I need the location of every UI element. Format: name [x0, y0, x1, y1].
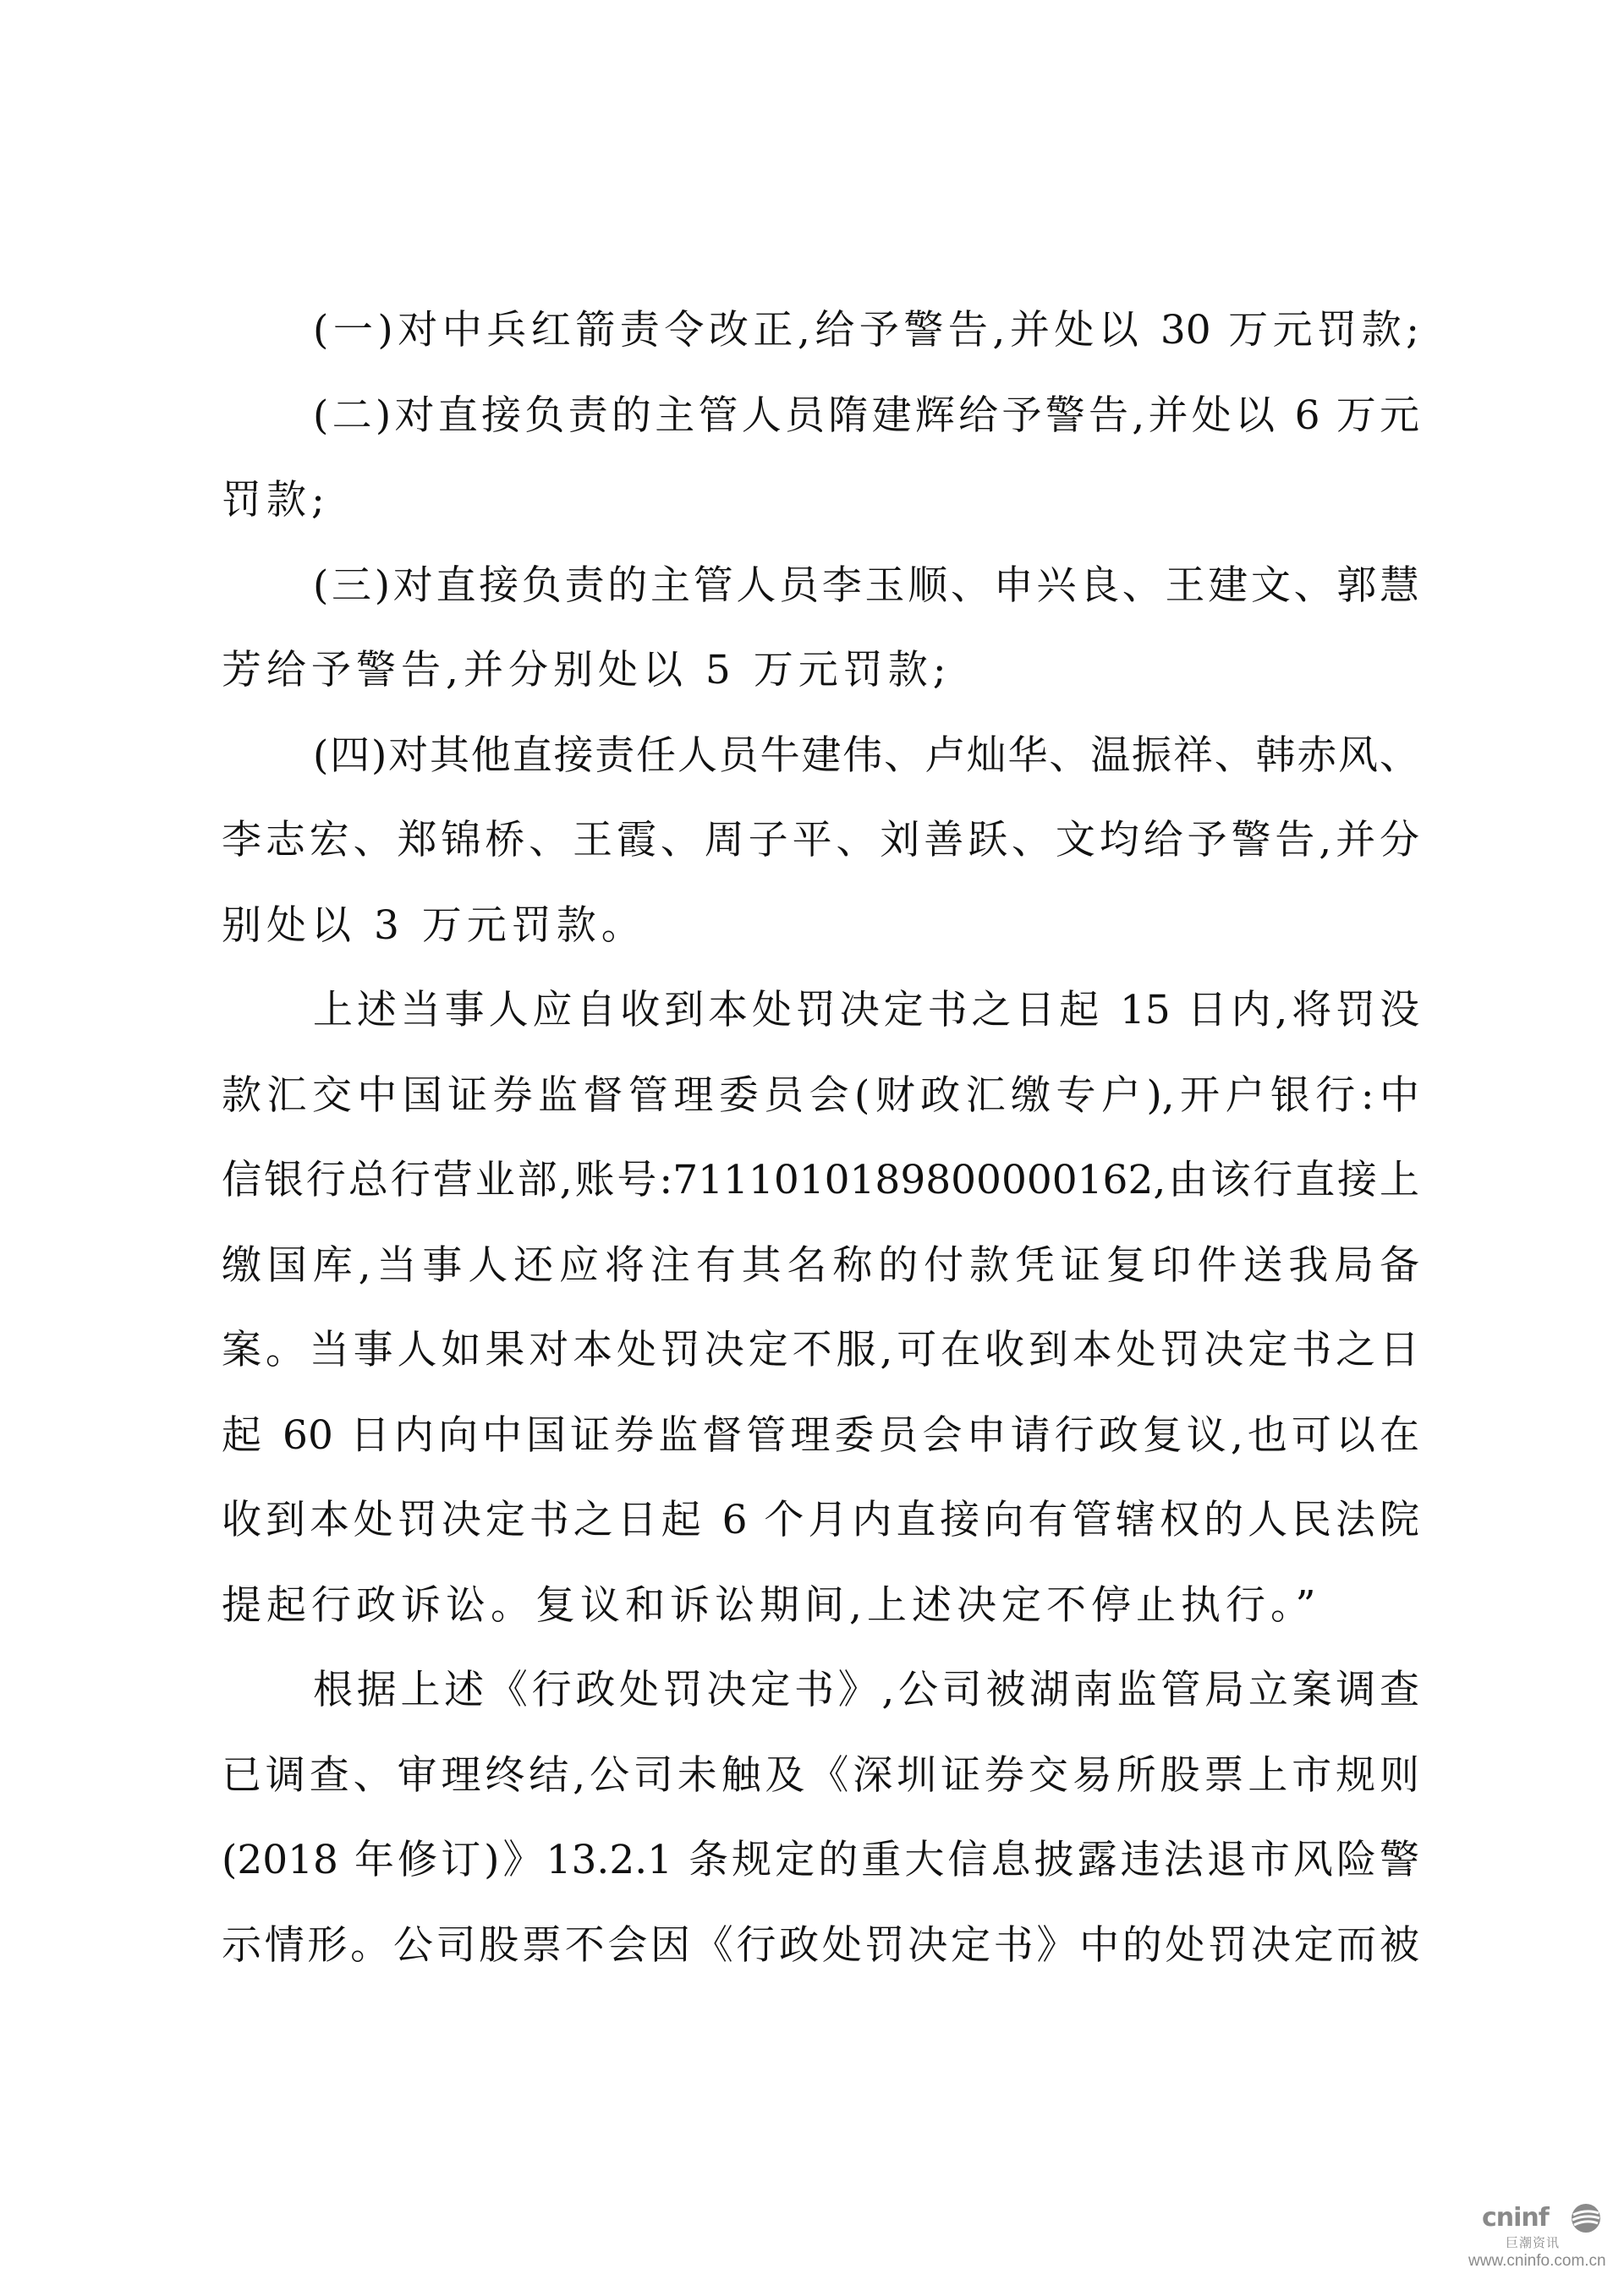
- conclusion-line-3: (2018 年修订)》13.2.1 条规定的重大信息披露违法退市风险警: [222, 1837, 1419, 1883]
- watermark-brand-text: cninf: [1482, 2203, 1549, 2233]
- penalty-4-line-3: 别处以 3 万元罚款。: [222, 901, 646, 949]
- penalty-3-line-2: 芳给予警告,并分别处以 5 万元罚款;: [222, 647, 952, 693]
- watermark-url: www.cninfo.com.cn: [1468, 2252, 1606, 2270]
- penalty-3-line-1: (三)对直接负责的主管人员李玉顺、申兴良、王建文、郭慧: [313, 562, 1419, 609]
- payment-line-4: 缴国库,当事人还应将注有其名称的付款凭证复印件送我局备: [222, 1241, 1419, 1289]
- conclusion-line-2: 已调查、审理终结,公司未触及《深圳证券交易所股票上市规则: [222, 1751, 1419, 1799]
- payment-line-3-account-number: 信银行总行营业部,账号:7111010189800000162,由该行直接上: [222, 1157, 1419, 1203]
- payment-line-1: 上述当事人应自收到本处罚决定书之日起 15 日内,将罚没: [313, 987, 1419, 1033]
- payment-line-5: 案。当事人如果对本处罚决定不服,可在收到本处罚决定书之日: [222, 1327, 1419, 1373]
- penalty-2-line-1: (二)对直接负责的主管人员隋建辉给予警告,并处以 6 万元: [313, 392, 1419, 439]
- watermark-brand-cn: 巨潮资讯: [1506, 2235, 1561, 2250]
- payment-line-8: 提起行政诉讼。复议和诉讼期间,上述决定不停止执行。”: [222, 1581, 1321, 1629]
- payment-line-7: 收到本处罚决定书之日起 6 个月内直接向有管辖权的人民法院: [222, 1497, 1419, 1543]
- penalty-2-line-2: 罚款;: [222, 477, 330, 523]
- penalty-4-line-2: 李志宏、郑锦桥、王霞、周子平、刘善跃、文均给予警告,并分: [222, 817, 1419, 863]
- payment-line-6: 起 60 日内向中国证券监督管理委员会申请行政复议,也可以在: [222, 1411, 1419, 1459]
- cninfo-logo-icon: [1570, 2202, 1602, 2234]
- document-body: [222, 288, 1419, 1988]
- penalty-4-line-1: (四)对其他直接责任人员牛建伟、卢灿华、温振祥、韩赤风、: [313, 732, 1419, 779]
- payment-line-2: 款汇交中国证券监督管理委员会(财政汇缴专户),开户银行:中: [222, 1071, 1419, 1119]
- cninfo-watermark: [1463, 2199, 1620, 2275]
- conclusion-line-4: 示情形。公司股票不会因《行政处罚决定书》中的处罚决定而被: [222, 1921, 1419, 1969]
- conclusion-line-1: 根据上述《行政处罚决定书》,公司被湖南监管局立案调查: [313, 1667, 1419, 1713]
- penalty-1-line-1: (一)对中兵红箭责令改正,给予警告,并处以 30 万元罚款;: [313, 307, 1419, 353]
